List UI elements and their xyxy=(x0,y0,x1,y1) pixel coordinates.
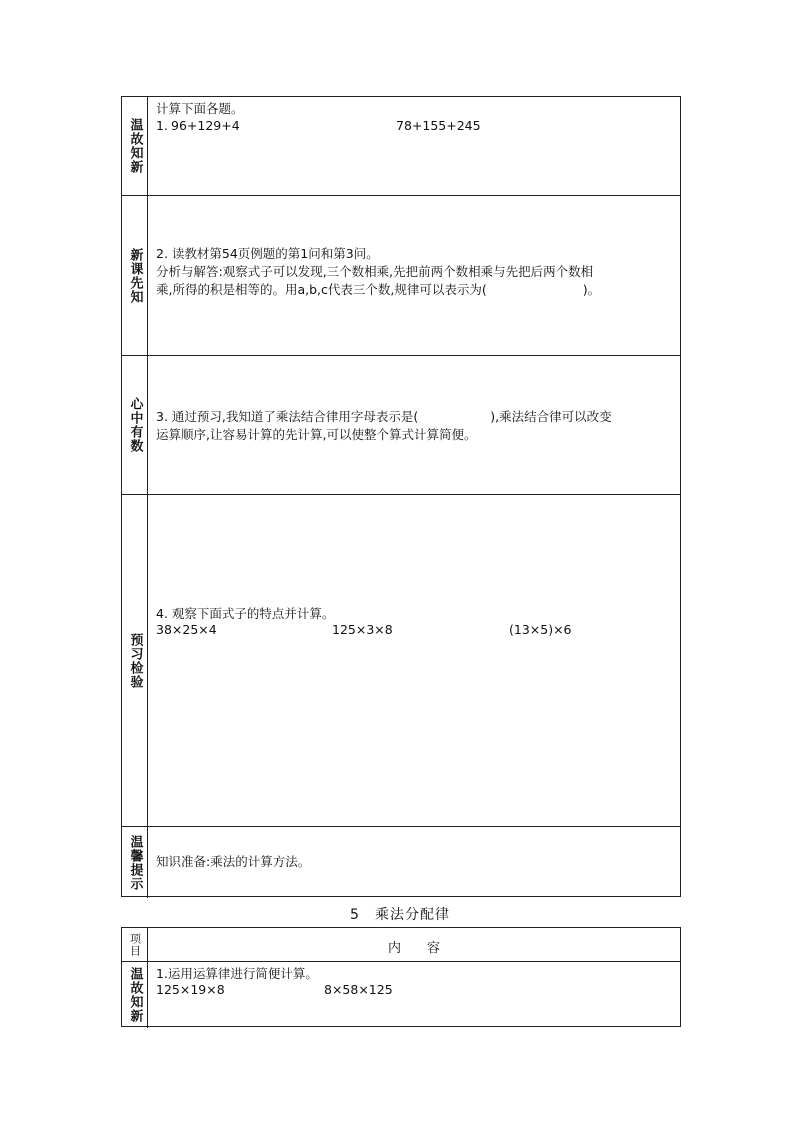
question-text: 4. 观察下面式子的特点并计算。 xyxy=(156,606,335,621)
question-number: 1. xyxy=(156,118,168,133)
row-new-lesson xyxy=(122,196,680,356)
row-key-points xyxy=(122,356,680,495)
row-label: 预习检验 xyxy=(122,495,148,826)
instruction-text: 计算下面各题。 xyxy=(156,101,244,116)
question-text: 2. 读教材第54页例题的第1问和第3问。 xyxy=(156,246,379,261)
analysis-text: 乘,所得的积是相等的。用a,b,c代表三个数,规律可以表示为( )。 xyxy=(156,282,601,297)
worksheet-table-2 xyxy=(121,927,681,1027)
fill-blank-text: 3. 通过预习,我知道了乘法结合律用字母表示是( ),乘法结合律可以改变 xyxy=(156,409,612,424)
row-label: 新课先知 xyxy=(122,196,148,355)
row-review xyxy=(122,97,680,196)
row-label: 温馨提示 xyxy=(122,827,148,898)
tip-text: 知识准备:乘法的计算方法。 xyxy=(156,854,311,869)
row-label: 心中有数 xyxy=(122,356,148,494)
row-preview-check xyxy=(122,495,680,827)
row-review xyxy=(122,962,680,1028)
expression: 96+129+4 xyxy=(171,118,240,133)
expression: 125×3×8 xyxy=(332,622,393,637)
instruction-text: 1.运用运算律进行简便计算。 xyxy=(156,966,318,981)
header-content: 内 容 xyxy=(387,941,440,956)
row-label: 温故知新 xyxy=(122,97,148,195)
expression: 38×25×4 xyxy=(156,622,217,637)
expression: (13×5)×6 xyxy=(509,622,572,637)
explanation-text: 运算顺序,让容易计算的先计算,可以使整个算式计算简便。 xyxy=(156,427,477,442)
analysis-text: 分析与解答:观察式子可以发现,三个数相乘,先把前两个数相乘与先把后两个数相 xyxy=(156,264,594,279)
expression: 125×19×8 xyxy=(156,982,225,997)
expression: 8×58×125 xyxy=(324,982,393,997)
expression: 78+155+245 xyxy=(396,118,481,133)
row-label: 温故知新 xyxy=(122,962,148,1028)
header-label: 项目 xyxy=(122,928,148,961)
header-row xyxy=(122,928,680,962)
section-title: 5 乘法分配律 xyxy=(350,907,450,923)
worksheet-table-1 xyxy=(121,96,681,897)
row-tips xyxy=(122,827,680,898)
